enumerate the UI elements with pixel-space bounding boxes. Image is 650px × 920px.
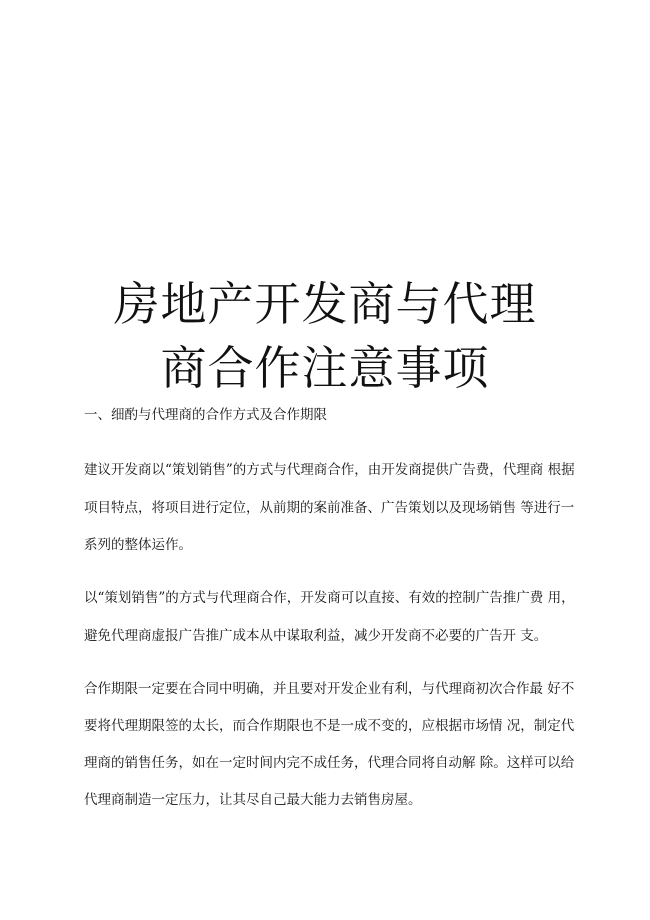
paragraph-3-line-3: 理商的销售任务，如在一定时间内完不成任务，代理合同将自动解 除。这样可以给 <box>84 755 575 771</box>
paragraph-3-line-4: 代理商制造一定压力，让其尽自己最大能力去销售房屋。 <box>84 792 422 808</box>
paragraph-1-line-3: 系列的整体运作。 <box>84 537 192 553</box>
paragraph-3-line-2: 要将代理期限签的太长，而合作期限也不是一成不变的，应根据市场情 况，制定代 <box>84 718 575 734</box>
section-heading: 一、细酌与代理商的合作方式及合作期限 <box>84 407 327 423</box>
document-title-line-2: 商合作注意事项 <box>160 341 490 395</box>
paragraph-2-line-1: 以“策划销售”的方式与代理商合作，开发商可以直接、有效的控制广告推广费 用， <box>84 590 575 606</box>
paragraph-3-line-1: 合作期限一定要在合同中明确，并且要对开发企业有利，与代理商初次合作最 好不 <box>84 681 575 697</box>
paragraph-1-line-2: 项目特点，将项目进行定位，从前期的案前准备、广告策划以及现场销售 等进行一 <box>84 500 575 516</box>
paragraph-2-line-2: 避免代理商虚报广告推广成本从中谋取利益，减少开发商不必要的广告开 支。 <box>84 628 548 644</box>
document-title-line-1: 房地产开发商与代理 <box>113 277 537 331</box>
paragraph-1-line-1: 建议开发商以“策划销售”的方式与代理商合作，由开发商提供广告费，代理商 根据 <box>84 462 575 478</box>
